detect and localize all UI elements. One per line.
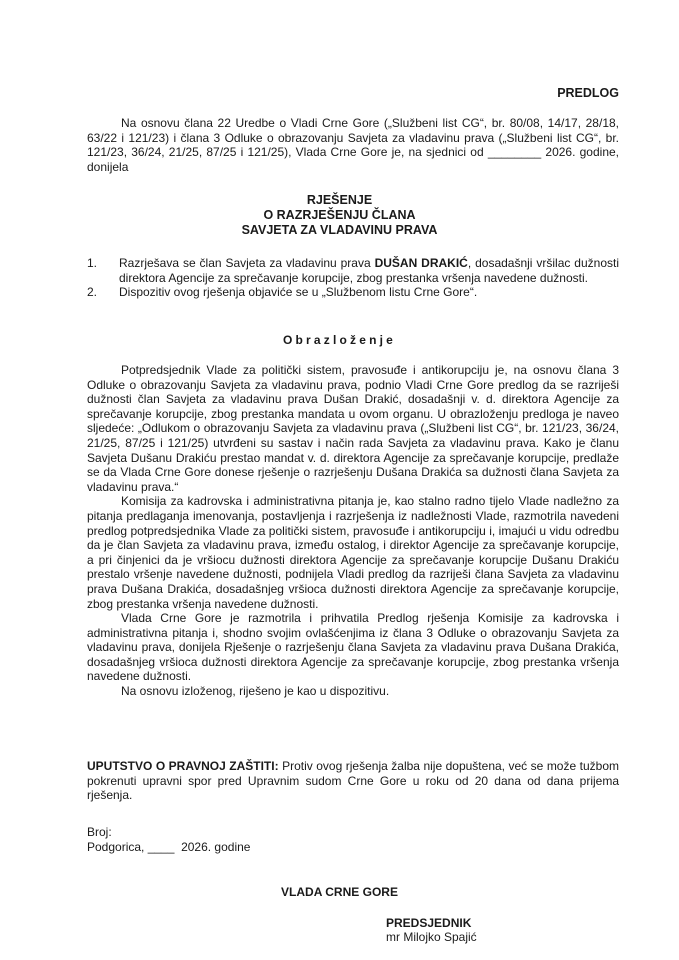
signatory-role: PREDSJEDNIK bbox=[386, 916, 472, 930]
reference-number: Broj: bbox=[87, 825, 112, 839]
place-date: Podgorica, ____ 2026. godine bbox=[87, 839, 251, 854]
reasoning-paragraph: Komisija za kadrovska i administrativna pitanja je, kao stalno radno tijelo Vlade nadležno za pitanja predlaganja imenovanja, postavljenja i razrješenja iz nadležnosti Vlade, razmotrila navedeni predlog potpredsjednika Vlade za politički sistem, pravosuđe i antikorupciju i, imajući u vidu odredbu da je član Savjeta za vladavinu prava, između ostalog, i direktor Agencije za sprečavanje korupcije, a pri činjenici da je vršiocu dužnosti direktora Agencije za sprečavanje korupcije Dušanu Drakiću prestalo vršenje navedene dužnosti, podnijela Vladi predlog da razriješi člana Savjeta za vladavinu prava Dušana Drakića, dosadašnjeg vršioca dužnosti direktora Agencije za sprečavanje korupcije, zbog prestanka vršenja navedene dužnosti. bbox=[87, 494, 619, 611]
reasoning-heading: Obrazloženje bbox=[282, 333, 397, 347]
person-name: DUŠAN DRAKIĆ bbox=[374, 256, 468, 270]
reasoning-paragraph: Potpredsjednik Vlade za politički sistem, pravosuđe i antikorupciju je, na osnovu člana 3 Odluke o obrazovanju Savjeta za vladavinu prava, podnio Vladi Crne Gore predlog da se razriješi dužnosti član Savjeta za vladavinu prava Dušan Drakić, dosadašnji v. d. direktora Agencije za sprečavanje korupcije, zbog prestanka mandata u ovom organu. U obrazloženju predloga je naveo sljedeće: „Odlukom o obrazovanju Savjeta za vladavinu prava („Službeni list CG“, br. 121/23, 36/24, 21/25, 87/25 i 121/25) utvrđeni su sastav i način rada Savjeta za vladavinu prava. Kako je članu Savjeta Dušanu Drakiću prestao mandat v. d. direktora Agencije za sprečavanje korupcije, predlaže se da Vlada Crne Gore donese rješenje o razrješenju Dušana Drakića sa dužnosti člana Savjeta za vladavinu prava.“ bbox=[87, 363, 619, 494]
legal-remedy-label: UPUTSTVO O PRAVNOJ ZAŠTITI: bbox=[87, 759, 279, 773]
signatory-name: mr Milojko Spajić bbox=[386, 930, 477, 944]
decision-title: RJEŠENJE bbox=[306, 193, 373, 207]
legal-remedy-paragraph bbox=[87, 759, 619, 803]
list-item-text-after: , dosadašnji vršilac dužnosti direktora Agencije za sprečavanje korupcije, zbog prestanka vršenja navedene dužnosti. bbox=[119, 256, 620, 285]
reasoning-body bbox=[87, 363, 619, 699]
list-item-number: 1. bbox=[87, 256, 98, 270]
reasoning-paragraph: Vlada Crne Gore je razmotrila i prihvatila Predlog rješenja Komisije za kadrovska i administrativna pitanja i, shodno svojim ovlašćenjima iz člana 3 Odluke o obrazovanju Savjeta za vladavinu prava, donijela Rješenje o razrješenju člana Savjeta za vladavinu prava Dušana Drakića, dosadašnjeg vršioca dužnosti direktora Agencije za sprečavanje korupcije, zbog prestanka vršenja navedene dužnosti. bbox=[87, 611, 619, 684]
legal-remedy-text: Protiv ovog rješenja žalba nije dopuštena, već se može tužbom pokrenuti upravni spor pred Upravnim sudom Crne Gore u roku od 20 dana od dana prijema rješenja. bbox=[87, 759, 619, 803]
preamble-paragraph: Na osnovu člana 22 Uredbe o Vladi Crne Gore („Službeni list CG“, br. 80/08, 14/17, 28/18, 63/22 i 121/23) i člana 3 Odluke o obrazovanju Savjeta za vladavinu prava („Službeni list CG“, br. 121/23, 36/24, 21/25, 87/25 i 121/25), Vlada Crne Gore je, na sjednici od ________ 2026. godine, donijela bbox=[87, 116, 619, 174]
decision-subtitle-line1: O RAZRJEŠENJU ČLANA bbox=[263, 208, 416, 222]
government-name: VLADA CRNE GORE bbox=[281, 885, 398, 899]
document-status-marker: PREDLOG bbox=[557, 86, 619, 100]
reasoning-paragraph: Na osnovu izloženog, riješeno je kao u dispozitivu. bbox=[121, 684, 390, 699]
list-item-number: 2. bbox=[87, 285, 98, 300]
list-item bbox=[87, 285, 619, 300]
list-item bbox=[87, 256, 619, 285]
reference-block bbox=[87, 825, 250, 854]
list-item-text: Dispozitiv ovog rješenja objaviće se u „Službenom listu Crne Gore“. bbox=[119, 285, 478, 300]
decision-items-list bbox=[87, 256, 619, 300]
decision-subtitle-line2: SAVJETA ZA VLADAVINU PRAVA bbox=[241, 223, 438, 237]
list-item-text-before: Razrješava se član Savjeta za vladavinu prava bbox=[119, 256, 375, 270]
